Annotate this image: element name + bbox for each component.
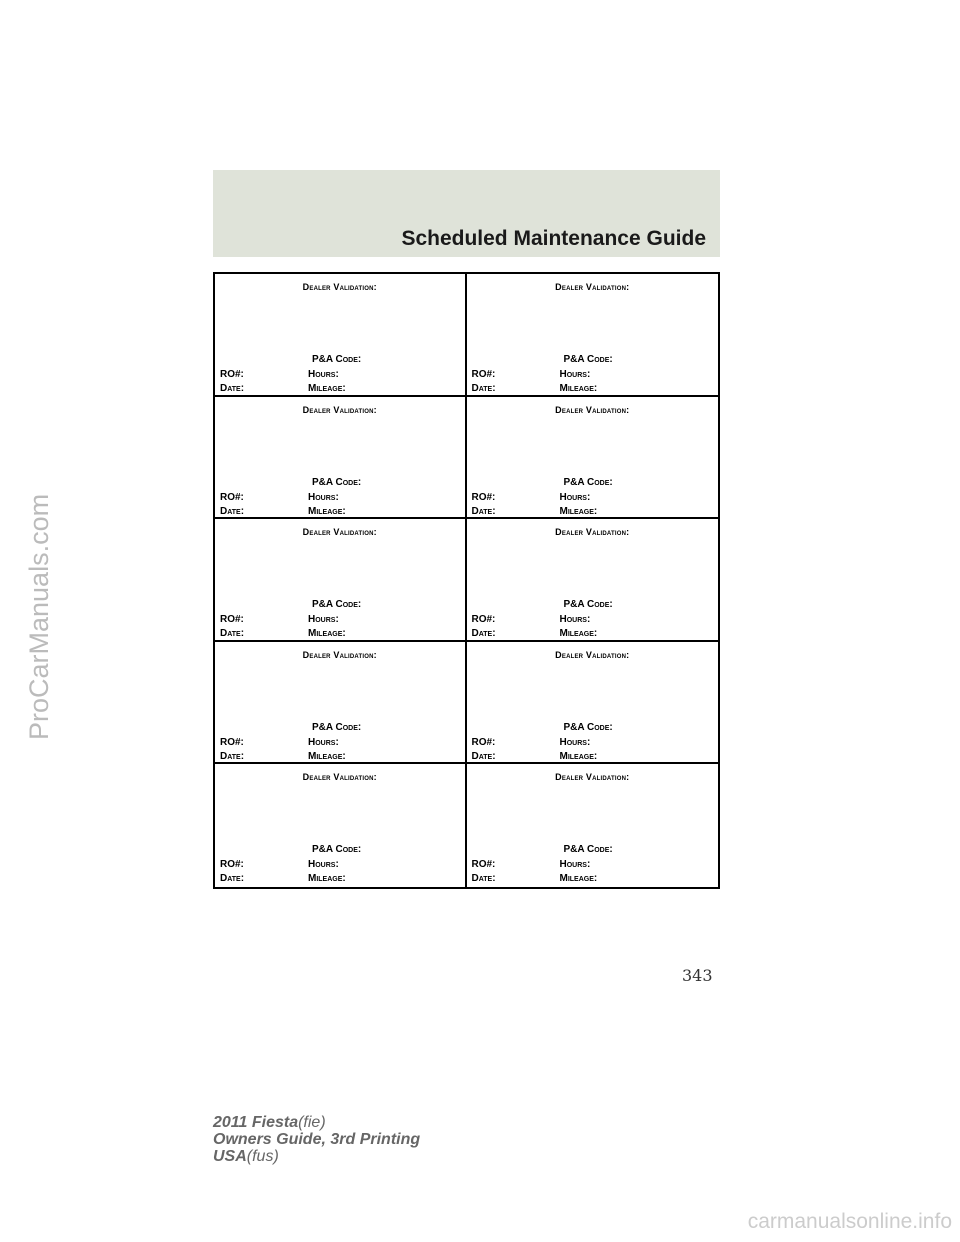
date-label: Date: xyxy=(220,628,245,640)
dealer-validation-label: Dealer Validation: xyxy=(302,404,377,415)
pa-code-label: P&A Code: xyxy=(312,721,362,733)
hours-label: Hours: xyxy=(308,491,339,503)
pa-code-label: P&A Code: xyxy=(563,354,613,365)
footer xyxy=(213,1114,420,1165)
dealer-validation-table xyxy=(213,272,720,889)
footer-market: USA xyxy=(213,1148,247,1165)
ro-label: RO#: xyxy=(471,614,496,626)
ro-label: RO#: xyxy=(220,736,244,748)
dealer-validation-label: Dealer Validation: xyxy=(555,404,630,415)
hours-label: Hours: xyxy=(559,859,591,871)
date-label: Date: xyxy=(471,383,496,394)
dealer-validation-label: Dealer Validation: xyxy=(555,649,630,660)
pa-code-label: P&A Code: xyxy=(312,354,362,365)
dealer-validation-label: Dealer Validation: xyxy=(302,649,377,660)
mileage-label: Mileage: xyxy=(559,873,598,885)
validation-cell xyxy=(467,274,719,397)
footer-model-code: (fie) xyxy=(298,1114,326,1131)
date-label: Date: xyxy=(471,750,496,762)
mileage-label: Mileage: xyxy=(308,383,346,394)
date-label: Date: xyxy=(220,873,245,885)
date-label: Date: xyxy=(471,873,496,885)
date-label: Date: xyxy=(471,628,496,640)
hours-label: Hours: xyxy=(308,369,339,380)
ro-label: RO#: xyxy=(471,859,496,871)
validation-cell xyxy=(467,642,719,765)
date-label: Date: xyxy=(220,750,245,762)
footer-market-code: (fus) xyxy=(246,1148,279,1165)
hours-label: Hours: xyxy=(559,736,591,748)
pa-code-label: P&A Code: xyxy=(563,476,613,488)
validation-cell xyxy=(215,642,467,765)
pa-code-label: P&A Code: xyxy=(563,844,613,856)
hours-label: Hours: xyxy=(308,859,339,871)
validation-cell xyxy=(215,397,467,520)
ro-label: RO#: xyxy=(471,491,496,503)
pa-code-label: P&A Code: xyxy=(563,599,613,611)
dealer-validation-label: Dealer Validation: xyxy=(555,527,630,538)
ro-label: RO#: xyxy=(471,736,496,748)
hours-label: Hours: xyxy=(559,614,591,626)
pa-code-label: P&A Code: xyxy=(312,844,362,856)
validation-cell xyxy=(467,397,719,520)
mileage-label: Mileage: xyxy=(308,628,346,640)
validation-cell xyxy=(215,519,467,642)
dealer-validation-label: Dealer Validation: xyxy=(555,282,630,292)
header-band xyxy=(213,170,720,257)
page-title: Scheduled Maintenance Guide xyxy=(401,227,706,250)
validation-cell xyxy=(215,274,467,397)
watermark-side: ProCarManuals.com xyxy=(24,493,54,740)
validation-cell xyxy=(467,764,719,887)
mileage-label: Mileage: xyxy=(559,750,598,762)
dealer-validation-label: Dealer Validation: xyxy=(302,282,377,292)
ro-label: RO#: xyxy=(220,491,244,503)
mileage-label: Mileage: xyxy=(308,873,346,885)
hours-label: Hours: xyxy=(559,369,591,380)
ro-label: RO#: xyxy=(220,859,244,871)
ro-label: RO#: xyxy=(471,369,496,380)
mileage-label: Mileage: xyxy=(559,383,598,394)
hours-label: Hours: xyxy=(308,614,339,626)
ro-label: RO#: xyxy=(220,614,244,626)
mileage-label: Mileage: xyxy=(308,750,346,762)
hours-label: Hours: xyxy=(559,491,591,503)
mileage-label: Mileage: xyxy=(559,628,598,640)
date-label: Date: xyxy=(220,505,245,517)
validation-cell xyxy=(467,519,719,642)
validation-cell xyxy=(215,764,467,887)
dealer-validation-label: Dealer Validation: xyxy=(302,772,377,783)
watermark-bottom: carmanualsonline.info xyxy=(747,1210,952,1233)
mileage-label: Mileage: xyxy=(559,505,598,517)
footer-guide: Owners Guide, 3rd Printing xyxy=(213,1131,421,1148)
dealer-validation-label: Dealer Validation: xyxy=(555,772,630,783)
ro-label: RO#: xyxy=(220,369,244,380)
hours-label: Hours: xyxy=(308,736,339,748)
footer-model: 2011 Fiesta xyxy=(213,1114,299,1131)
dealer-validation-label: Dealer Validation: xyxy=(302,527,377,538)
pa-code-label: P&A Code: xyxy=(312,599,362,611)
page-number: 343 xyxy=(682,966,713,985)
pa-code-label: P&A Code: xyxy=(563,721,613,733)
mileage-label: Mileage: xyxy=(308,505,346,517)
date-label: Date: xyxy=(471,505,496,517)
pa-code-label: P&A Code: xyxy=(312,476,362,488)
date-label: Date: xyxy=(220,383,245,394)
